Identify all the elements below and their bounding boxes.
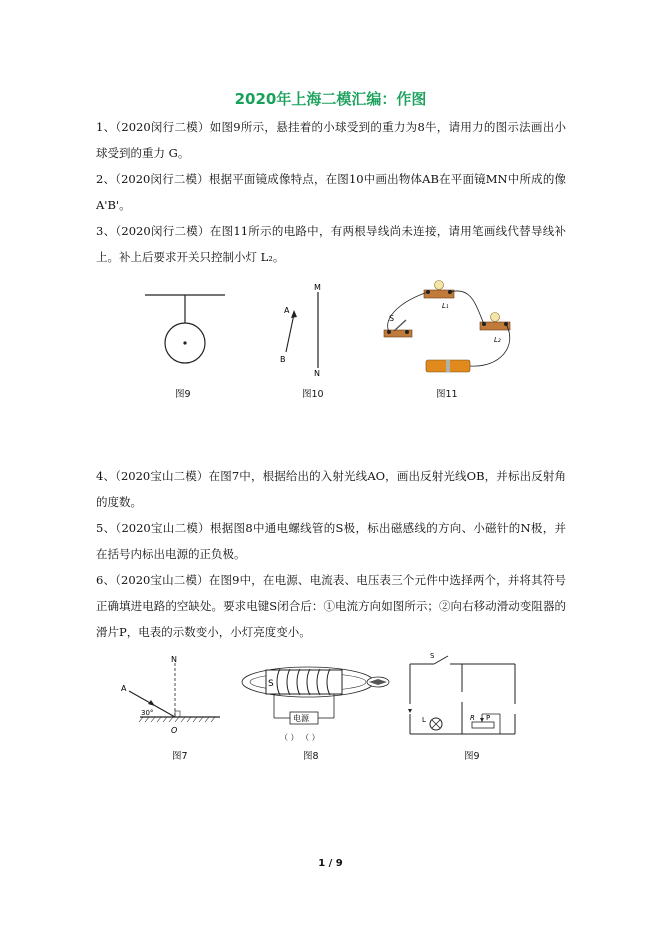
figure-7-caption: 图7 bbox=[172, 751, 188, 762]
figure-7-diagram bbox=[115, 655, 225, 740]
fig11-label-l1: L₁ bbox=[442, 302, 449, 310]
page-number: 1 / 9 bbox=[318, 858, 343, 869]
question-3: 3、（2020闵行二模）在图11所示的电路中，有两根导线尚未连接，请用笔画线代替导线补上。补上后要求开关只控制小灯 L₂。 bbox=[96, 224, 566, 264]
fig8-label-s: S bbox=[268, 679, 274, 689]
fig7-label-a: A bbox=[121, 684, 127, 693]
fig11-label-s: S bbox=[389, 314, 395, 323]
fig9b-label-s: S bbox=[430, 652, 435, 660]
fig11-label-l2: L₂ bbox=[494, 336, 501, 344]
fig7-label-o: O bbox=[171, 726, 178, 735]
page-title: 2020年上海二模汇编：作图 bbox=[234, 90, 427, 108]
figure-9b-caption: 图9 bbox=[464, 751, 480, 762]
fig7-label-n: N bbox=[171, 655, 177, 664]
fig10-label-a: A bbox=[284, 306, 290, 315]
fig10-label-b: B bbox=[280, 355, 286, 364]
figure-8-caption: 图8 bbox=[303, 751, 319, 762]
question-2: 2、（2020闵行二模）根据平面镜成像特点，在图10中画出物体AB在平面镜MN中所成的像A'B'。 bbox=[96, 172, 566, 212]
figure-9-diagram bbox=[140, 285, 230, 375]
question-4: 4、（2020宝山二模）在图7中，根据给出的入射光线AO，画出反射光线OB，并标出反射角的度数。 bbox=[96, 469, 566, 509]
question-5: 5、（2020宝山二模）根据图8中通电螺线管的S极，标出磁感线的方向、小磁针的N极，并在括号内标出电源的正负极。 bbox=[96, 521, 566, 561]
question-6: 6、（2020宝山二模）在图9中，在电源、电流表、电压表三个元件中选择两个，并将其符号正确填进电路的空缺处。要求电键S闭合后：①电流方向如图所示；②向右移动滑动变阻器的滑片P，电表的示数变小，小灯亮度变小。 bbox=[96, 573, 566, 639]
fig7-angle: 30° bbox=[141, 709, 154, 717]
fig9b-label-r: R bbox=[470, 714, 475, 722]
figure-9b-diagram bbox=[400, 652, 525, 747]
question-1: 1、（2020闵行二模）如图9所示，悬挂着的小球受到的重力为8牛，请用力的图示法画出小球受到的重力 G。 bbox=[96, 120, 566, 160]
fig10-label-n: N bbox=[314, 369, 320, 378]
fig9b-label-p: P bbox=[486, 714, 491, 722]
figure-9-caption: 图9 bbox=[175, 389, 191, 400]
fig8-brackets: （ ） （ ） bbox=[280, 733, 320, 742]
figure-10-diagram bbox=[270, 280, 340, 380]
fig8-power-label: 电源 bbox=[293, 714, 309, 723]
figure-10-caption: 图10 bbox=[302, 389, 324, 400]
figure-8-diagram bbox=[238, 658, 398, 748]
fig9b-label-l: L bbox=[422, 716, 426, 724]
fig10-label-m: M bbox=[314, 283, 321, 292]
figure-11-diagram bbox=[380, 276, 520, 380]
figure-11-caption: 图11 bbox=[436, 389, 458, 400]
